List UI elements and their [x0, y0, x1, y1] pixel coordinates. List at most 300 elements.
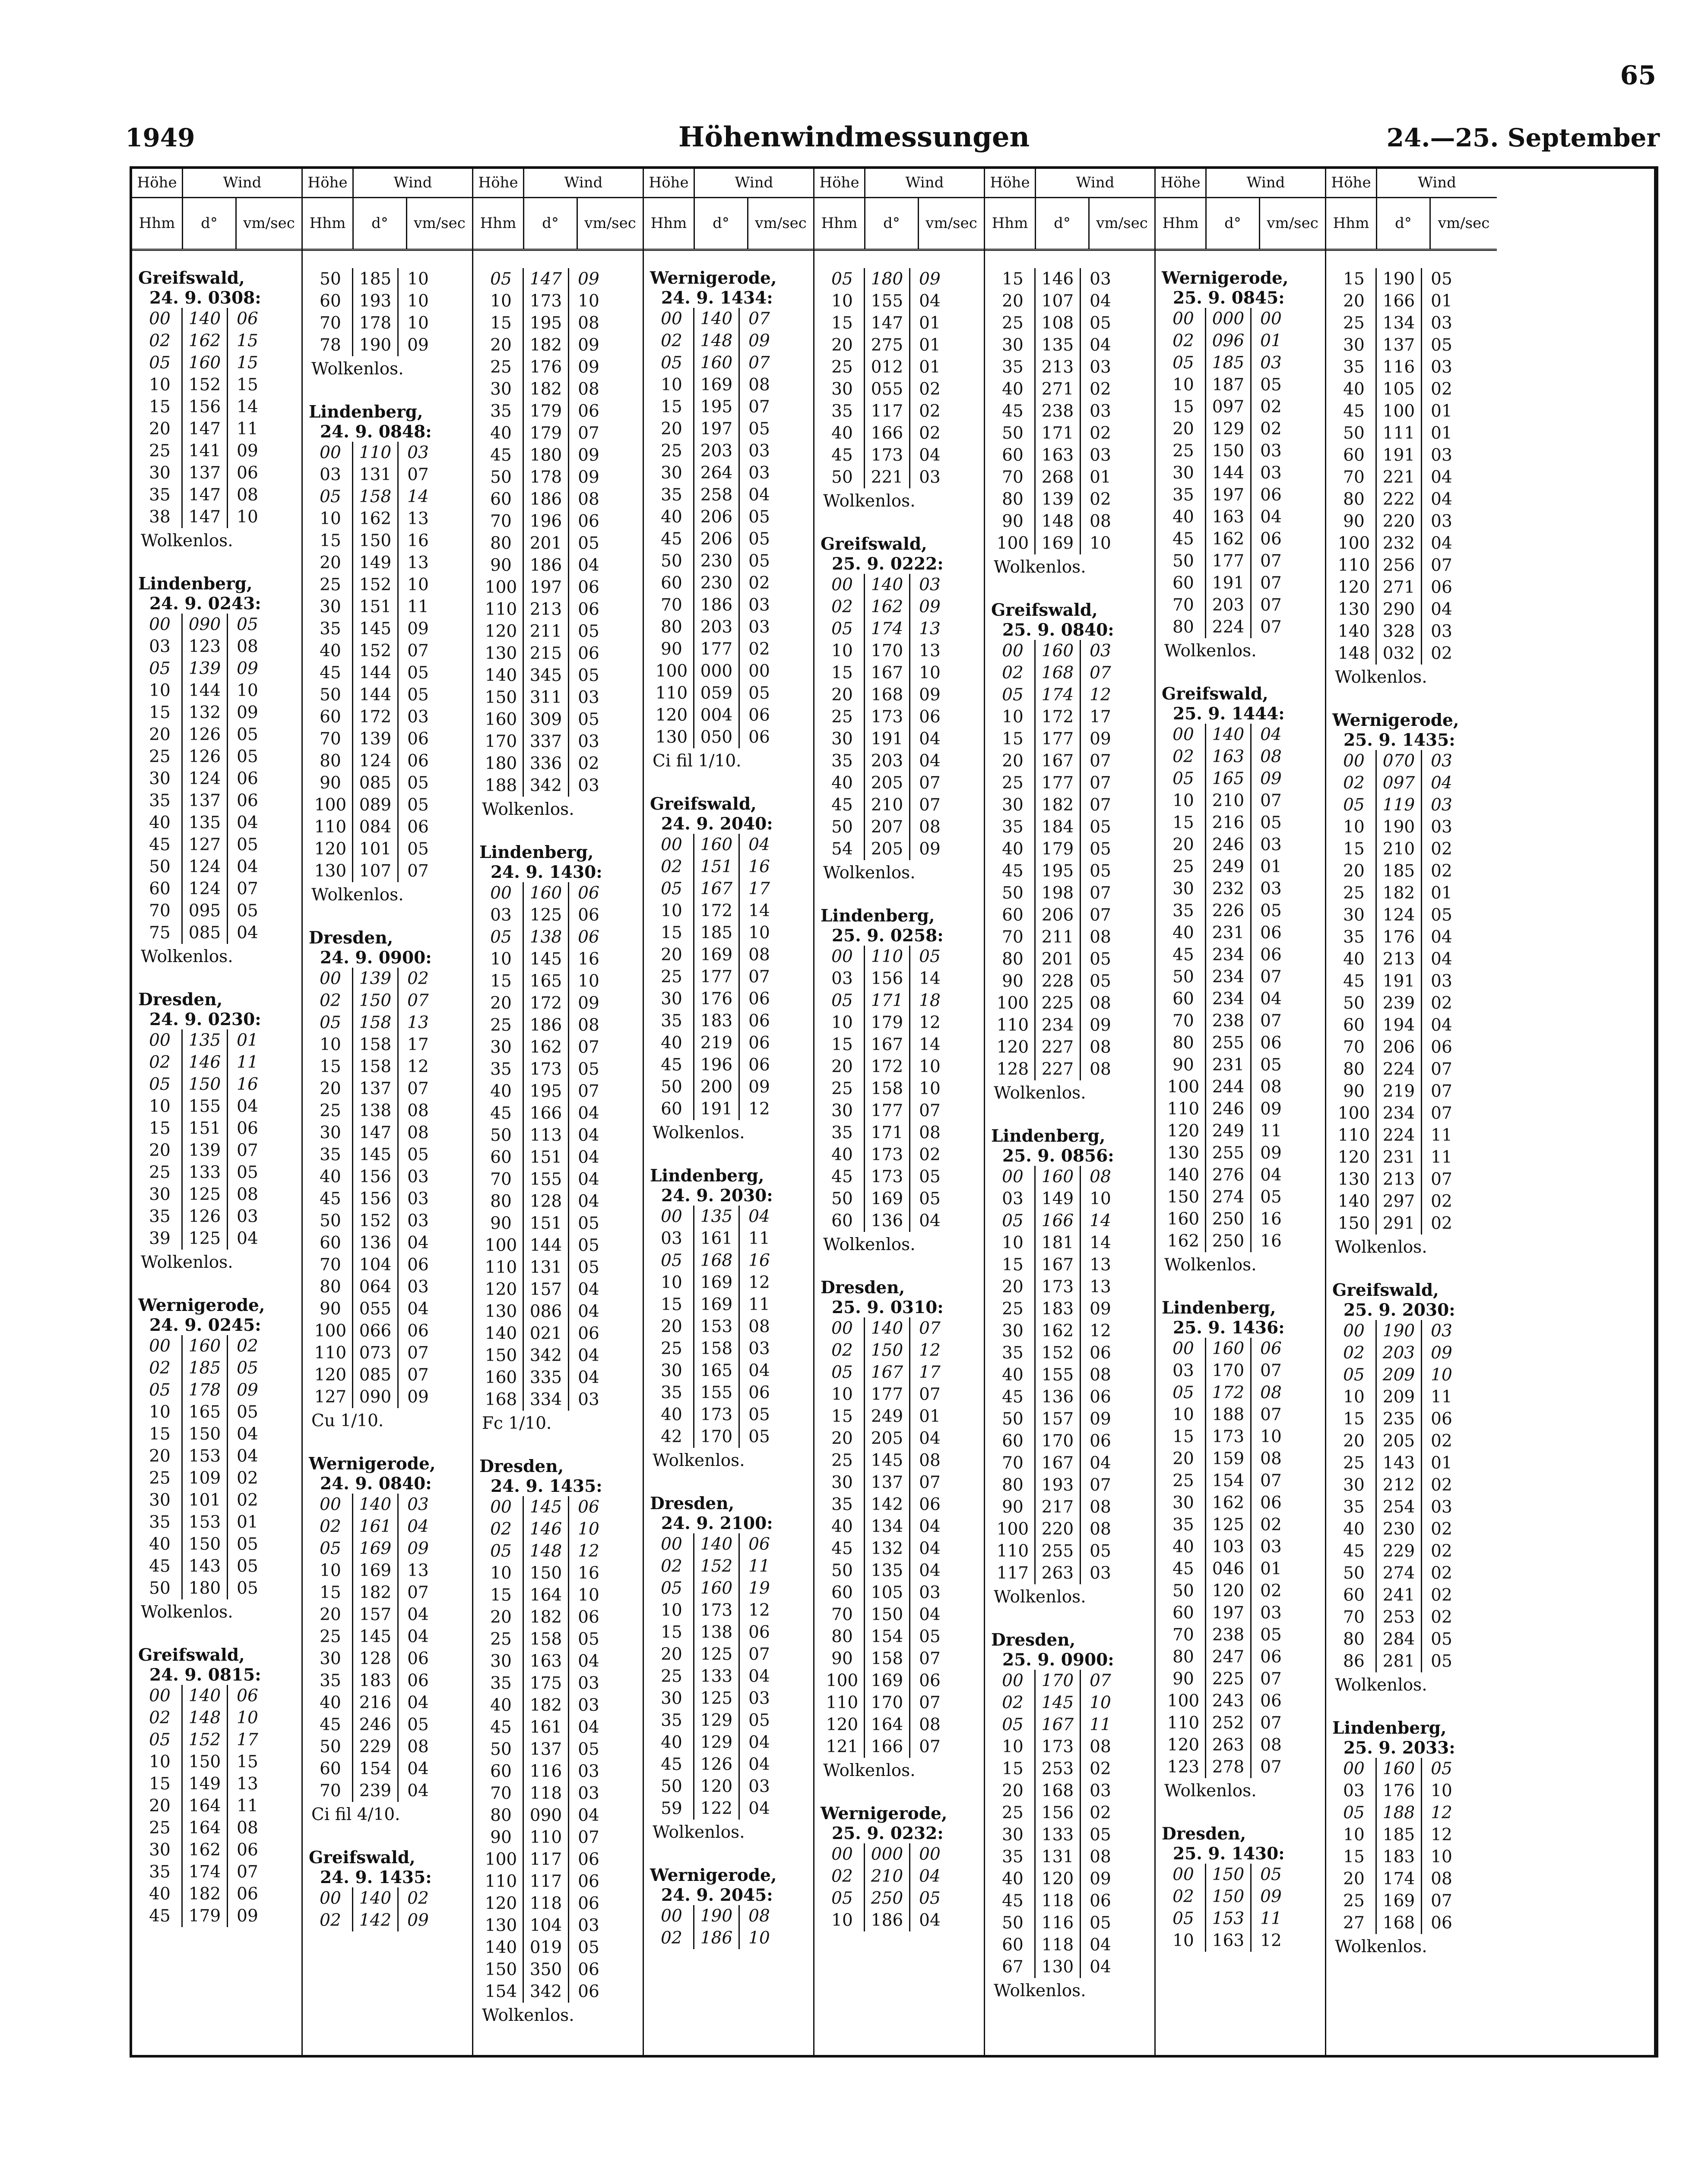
speed-value: 04: [1090, 1957, 1111, 1977]
table-column: [644, 169, 814, 2055]
speed-value: 03: [578, 1762, 599, 1781]
direction-value: 151: [693, 856, 740, 878]
station-block: [1332, 1280, 1497, 1698]
height-value: 123: [1167, 1757, 1200, 1777]
direction-value: 162: [181, 1839, 228, 1861]
speed-value: 03: [748, 1339, 770, 1358]
table-row: [479, 312, 643, 334]
direction-value: 191: [693, 1098, 740, 1120]
table-row: [650, 638, 813, 660]
height-value: 100: [314, 795, 347, 815]
speed-value: 10: [1260, 1427, 1282, 1447]
direction-value: 160: [181, 1335, 228, 1357]
height-value: 70: [831, 1605, 853, 1624]
height-value: 15: [320, 531, 341, 551]
table-row: [479, 334, 643, 356]
table-row: [1332, 1758, 1497, 1780]
speed-value: 04: [237, 1425, 258, 1444]
direction-value: 177: [1034, 728, 1081, 750]
speed-value: 07: [1260, 1011, 1282, 1031]
table-row: [1332, 948, 1497, 970]
table-row: [479, 1738, 643, 1760]
direction-value: 160: [523, 882, 569, 904]
direction-value: 004: [693, 704, 740, 726]
table-row: [1162, 484, 1325, 506]
header-ms: m/sec: [934, 215, 977, 232]
speed-value: 03: [1090, 358, 1111, 377]
direction-value: 169: [864, 1188, 910, 1210]
speed-value: 04: [919, 751, 941, 771]
height-value: 05: [661, 353, 682, 373]
station-block: [309, 928, 472, 1434]
speed-value: 01: [1260, 1559, 1282, 1579]
direction-value: 137: [523, 1738, 569, 1760]
height-value: 50: [1172, 551, 1194, 571]
speed-value: 09: [1260, 769, 1282, 788]
height-value: 02: [149, 1053, 171, 1072]
height-value: 45: [320, 1189, 341, 1209]
direction-value: 172: [352, 706, 399, 728]
height-value: 00: [149, 1336, 171, 1356]
direction-value: 170: [1034, 1430, 1081, 1452]
cloud-note: Wolkenlos.: [1335, 668, 1427, 687]
height-value: 154: [485, 1982, 517, 2001]
table-row: [650, 1032, 813, 1054]
speed-value: 06: [748, 706, 770, 725]
height-value: 40: [661, 507, 682, 527]
table-row: [821, 378, 984, 400]
direction-value: 104: [352, 1254, 399, 1276]
height-value: 00: [149, 1686, 171, 1706]
speed-value: 01: [919, 313, 941, 333]
height-value: 120: [314, 839, 347, 859]
direction-value: 134: [864, 1516, 910, 1538]
table-row: [991, 662, 1154, 684]
speed-value: 08: [919, 1123, 941, 1143]
speed-value: 04: [919, 1561, 941, 1580]
speed-value: 02: [1431, 1542, 1452, 1561]
speed-value: 01: [237, 1513, 258, 1532]
height-value: 50: [149, 1579, 171, 1598]
direction-value: 191: [864, 728, 910, 750]
height-value: 100: [1337, 534, 1370, 553]
height-value: 150: [1167, 1187, 1200, 1207]
direction-value: 179: [181, 1905, 228, 1927]
station-time: 24. 9. 0245:: [149, 1315, 261, 1335]
table-row: [309, 1386, 472, 1408]
header-hm: hm: [834, 215, 858, 232]
table-row: [138, 1095, 301, 1117]
height-value: 80: [320, 1277, 341, 1297]
header-row-bottom: [814, 198, 984, 249]
header-row-bottom: [132, 198, 301, 249]
table-row: [650, 1404, 813, 1426]
station-block: [479, 1456, 643, 2029]
table-row: [1332, 1168, 1497, 1190]
header-h-hm: [1326, 198, 1377, 249]
speed-value: 05: [407, 795, 429, 815]
speed-value: 07: [407, 991, 429, 1010]
direction-value: 166: [864, 422, 910, 444]
height-value: 80: [490, 534, 512, 553]
speed-value: 06: [1431, 1913, 1452, 1933]
direction-value: 217: [1034, 1496, 1081, 1518]
speed-value: 05: [237, 725, 258, 744]
speed-value: 07: [1090, 1475, 1111, 1495]
height-value: 150: [485, 1346, 517, 1365]
header-wind: Wind: [905, 174, 944, 192]
height-value: 25: [320, 1101, 341, 1121]
direction-value: 153: [693, 1316, 740, 1338]
height-value: 05: [661, 879, 682, 899]
speed-value: 10: [407, 575, 429, 595]
height-value: 35: [490, 1674, 512, 1693]
height-value: 00: [1002, 1167, 1024, 1187]
table-row: [309, 1516, 472, 1538]
height-value: 45: [1002, 402, 1024, 421]
table-row: [1332, 1868, 1497, 1890]
speed-value: 18: [919, 991, 941, 1010]
speed-value: 06: [1260, 1033, 1282, 1053]
height-value: 160: [1167, 1209, 1200, 1229]
table-row: [650, 922, 813, 944]
station-name: Dresden,: [479, 1456, 564, 1476]
table-row: [821, 1582, 984, 1604]
table-row: [309, 574, 472, 596]
speed-value: 07: [407, 641, 429, 661]
table-row: [821, 1034, 984, 1056]
height-value: 100: [1167, 1691, 1200, 1711]
table-column: [132, 169, 303, 2055]
height-value: 20: [490, 336, 512, 355]
height-value: 02: [661, 1928, 682, 1948]
speed-value: 04: [1431, 600, 1452, 619]
direction-value: 234: [1205, 966, 1252, 988]
table-row: [821, 1383, 984, 1406]
direction-value: 173: [864, 1144, 910, 1166]
speed-value: 07: [919, 773, 941, 793]
height-value: 00: [149, 1031, 171, 1050]
table-row: [821, 728, 984, 750]
table-row: [1332, 1540, 1497, 1562]
height-value: 27: [1343, 1913, 1365, 1933]
speed-value: 14: [1090, 1211, 1111, 1231]
height-value: 15: [1172, 1427, 1194, 1447]
direction-value: 163: [1034, 444, 1081, 466]
speed-value: 04: [1431, 950, 1452, 969]
speed-value: 04: [578, 1368, 599, 1387]
direction-value: 097: [1375, 772, 1422, 794]
station-block: [821, 268, 984, 514]
height-value: 30: [149, 1840, 171, 1860]
speed-value: 02: [1431, 644, 1452, 663]
speed-value: 03: [407, 707, 429, 727]
speed-value: 06: [1090, 1343, 1111, 1363]
speed-value: 02: [1431, 839, 1452, 859]
direction-value: 206: [693, 506, 740, 528]
speed-value: 06: [578, 905, 599, 925]
speed-value: 10: [407, 291, 429, 311]
station-heading: [479, 842, 643, 882]
table-row: [991, 356, 1154, 378]
station-name: Dresden,: [309, 928, 393, 948]
header-ms: m/sec: [763, 215, 807, 232]
direction-value: 209: [1375, 1386, 1422, 1408]
table-row: [1332, 488, 1497, 510]
station-time: 24. 9. 2100:: [661, 1513, 773, 1533]
speed-value: 12: [578, 1542, 599, 1561]
height-value: 15: [1002, 269, 1024, 289]
height-value: 10: [1343, 1387, 1365, 1407]
speed-value: 08: [1090, 1497, 1111, 1517]
speed-value: 10: [578, 972, 599, 991]
speed-value: 07: [407, 1079, 429, 1098]
table-row: [991, 488, 1154, 510]
speed-value: 03: [1090, 446, 1111, 465]
table-row: [138, 922, 301, 944]
height-value: 70: [1343, 1038, 1365, 1057]
table-row: [1332, 1320, 1497, 1342]
speed-value: 07: [1260, 1757, 1282, 1777]
height-value: 25: [1343, 1891, 1365, 1911]
direction-value: 148: [523, 1540, 569, 1562]
table-row: [821, 1736, 984, 1758]
height-value: 05: [490, 1542, 512, 1561]
table-row: [1332, 1408, 1497, 1430]
station-name: Lindenberg,: [991, 1126, 1106, 1146]
height-value: 10: [831, 1911, 853, 1930]
height-value: 80: [490, 1806, 512, 1825]
station-block: [138, 1645, 301, 1927]
height-value: 00: [320, 969, 341, 988]
speed-value: 07: [919, 1319, 941, 1338]
speed-value: 07: [237, 1862, 258, 1882]
direction-value: 184: [1034, 816, 1081, 838]
station-heading: [1162, 1298, 1325, 1338]
height-value: 02: [1343, 773, 1365, 793]
speed-value: 01: [1431, 291, 1452, 311]
height-value: 15: [320, 1583, 341, 1602]
height-value: 15: [149, 397, 171, 417]
direction-value: 160: [1375, 1758, 1422, 1780]
speed-value: 06: [1260, 945, 1282, 965]
table-row: [309, 838, 472, 860]
speed-value: 07: [748, 967, 770, 987]
direction-value: 243: [1205, 1690, 1252, 1712]
direction-value: 150: [352, 530, 399, 552]
speed-value: 07: [237, 1141, 258, 1160]
direction-value: 117: [523, 1849, 569, 1871]
direction-value: 276: [1205, 1164, 1252, 1186]
speed-value: 07: [1090, 1671, 1111, 1690]
height-value: 35: [1172, 1515, 1194, 1535]
table-row: [479, 1146, 643, 1168]
speed-value: 03: [237, 1207, 258, 1226]
station-block: [1162, 1298, 1325, 1804]
table-row: [821, 268, 984, 290]
table-row: [138, 1335, 301, 1357]
speed-value: 05: [578, 534, 599, 553]
height-value: 50: [1343, 994, 1365, 1013]
height-value: 30: [831, 380, 853, 399]
speed-value: 05: [1260, 1865, 1282, 1884]
speed-value: 04: [919, 1911, 941, 1930]
speed-value: 08: [237, 637, 258, 656]
table-row: [821, 662, 984, 684]
height-value: 02: [149, 1708, 171, 1728]
table-row: [650, 1577, 813, 1599]
table-row: [650, 1687, 813, 1709]
height-value: 05: [149, 353, 171, 373]
height-value: 50: [149, 857, 171, 877]
speed-value: 08: [1090, 1847, 1111, 1867]
height-value: 35: [1172, 901, 1194, 921]
height-value: 10: [1002, 1233, 1024, 1253]
height-value: 30: [1002, 1825, 1024, 1845]
direction-value: 179: [1034, 838, 1081, 860]
speed-value: 05: [578, 1236, 599, 1255]
direction-value: 195: [693, 396, 740, 418]
speed-value: 03: [1260, 1537, 1282, 1557]
direction-value: 165: [693, 1360, 740, 1382]
height-value: 25: [490, 358, 512, 377]
speed-value: 04: [578, 1192, 599, 1211]
direction-value: 172: [693, 900, 740, 922]
table-row: [479, 1168, 643, 1190]
speed-value: 03: [748, 463, 770, 483]
speed-value: 01: [1090, 468, 1111, 487]
cloud-note: Wolkenlos.: [141, 1602, 233, 1622]
height-value: 30: [661, 1361, 682, 1380]
height-value: 03: [1002, 1189, 1024, 1209]
table-row: [479, 643, 643, 665]
table-row: [821, 1100, 984, 1122]
table-row: [650, 1294, 813, 1316]
table-row: [479, 1959, 643, 1981]
direction-value: 096: [1205, 330, 1252, 352]
speed-value: 07: [919, 795, 941, 815]
station-name: Lindenberg,: [138, 574, 253, 594]
table-row: [1332, 290, 1497, 312]
speed-value: 08: [1260, 747, 1282, 766]
header-d: d: [201, 215, 210, 232]
table-row: [1332, 1474, 1497, 1496]
table-row: [821, 1144, 984, 1166]
height-value: 80: [490, 1192, 512, 1211]
speed-value: 02: [1090, 380, 1111, 399]
table-row: [991, 268, 1154, 290]
direction-value: 232: [1375, 532, 1422, 554]
speed-value: 02: [919, 1145, 941, 1165]
direction-value: 291: [1375, 1212, 1422, 1235]
height-value: 42: [661, 1427, 682, 1447]
speed-value: 03: [407, 1189, 429, 1209]
table-row: [309, 772, 472, 794]
direction-value: 144: [1205, 462, 1252, 484]
table-row: [138, 1206, 301, 1228]
direction-value: 000: [1205, 308, 1252, 330]
header-ms: m/sec: [1275, 215, 1318, 232]
table-row: [309, 640, 472, 662]
direction-value: 135: [181, 1029, 228, 1051]
direction-value: 205: [864, 1428, 910, 1450]
speed-value: 09: [407, 1911, 429, 1930]
table-row: [991, 422, 1154, 444]
height-value: 20: [149, 1141, 171, 1160]
speed-value: 11: [237, 1053, 258, 1072]
table-row: [138, 636, 301, 658]
table-row: [1332, 1650, 1497, 1672]
table-row: [309, 618, 472, 640]
direction-value: 271: [1375, 576, 1422, 598]
speed-value: 12: [1431, 1825, 1452, 1845]
height-value: 127: [314, 1387, 347, 1407]
height-value: 25: [831, 1451, 853, 1470]
direction-value: 140: [181, 1685, 228, 1707]
speed-value: 09: [237, 441, 258, 461]
speed-value: 09: [578, 446, 599, 465]
speed-value: 09: [1260, 1099, 1282, 1119]
height-value: 15: [320, 1057, 341, 1076]
direction-value: 238: [1205, 1624, 1252, 1646]
height-value: 00: [1172, 309, 1194, 329]
table-row: [479, 1257, 643, 1279]
table-row: [309, 816, 472, 838]
header-d-deg: [1377, 198, 1431, 249]
height-value: 20: [1172, 419, 1194, 439]
direction-value: 271: [1034, 378, 1081, 400]
height-value: 20: [1343, 1869, 1365, 1889]
height-value: 40: [1002, 1365, 1024, 1385]
table-row: [1332, 268, 1497, 290]
height-value: 162: [1167, 1231, 1200, 1251]
direction-value: 256: [1375, 554, 1422, 576]
speed-value: 03: [1260, 835, 1282, 855]
height-value: 67: [1002, 1957, 1024, 1977]
direction-value: 180: [864, 268, 910, 290]
speed-value: 04: [748, 1755, 770, 1774]
speed-value: 06: [748, 1623, 770, 1642]
speed-value: 11: [1431, 1387, 1452, 1407]
direction-value: 226: [1205, 900, 1252, 922]
speed-value: 08: [1431, 1869, 1452, 1889]
speed-value: 02: [919, 424, 941, 443]
height-value: 10: [490, 950, 512, 969]
direction-value: 213: [523, 598, 569, 620]
height-value: 50: [1002, 1409, 1024, 1429]
table-row: [479, 709, 643, 731]
height-value: 25: [1172, 857, 1194, 877]
direction-value: 178: [352, 312, 399, 334]
table-row: [1332, 466, 1497, 488]
direction-value: 139: [352, 728, 399, 750]
table-row: [650, 834, 813, 856]
table-row: [479, 1849, 643, 1871]
station-time: 25. 9. 0222:: [832, 554, 944, 574]
speed-value: 12: [748, 1601, 770, 1620]
height-value: 40: [1172, 1537, 1194, 1557]
direction-value: 211: [1034, 926, 1081, 948]
table-column: [1156, 169, 1326, 2055]
height-value: 50: [490, 468, 512, 487]
direction-value: 155: [181, 1095, 228, 1117]
column-header: [1156, 169, 1325, 251]
height-value: 25: [490, 1016, 512, 1035]
speed-value: 15: [237, 375, 258, 395]
height-value: 02: [1343, 1343, 1365, 1363]
height-value: 120: [485, 622, 517, 641]
direction-value: 212: [1375, 1474, 1422, 1496]
